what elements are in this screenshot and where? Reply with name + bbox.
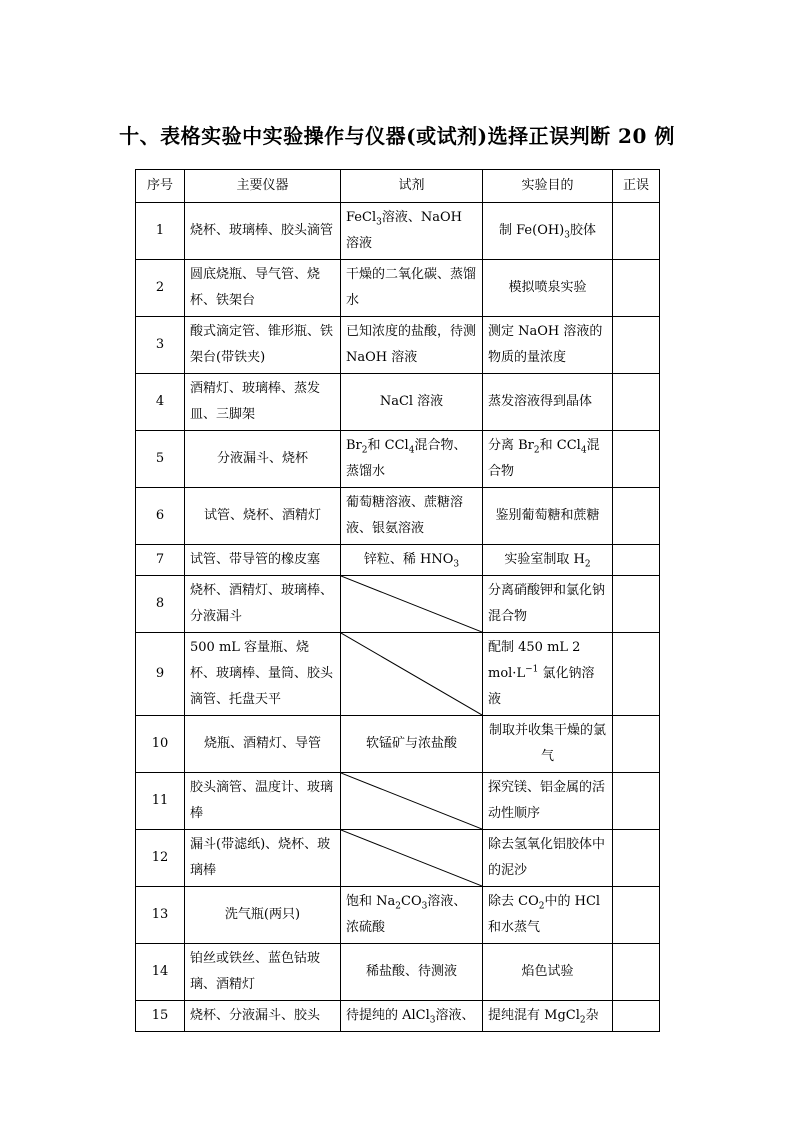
- instruments-cell: 漏斗(带滤纸)、烧杯、玻璃棒: [185, 830, 341, 887]
- instruments-cell: 分液漏斗、烧杯: [185, 431, 341, 488]
- reagents-cell-empty: [341, 773, 483, 830]
- reagents-cell: $Br_2$和 CCl$_4$混合物、蒸馏水: [341, 431, 483, 488]
- instruments-cell: 烧杯、分液漏斗、胶头: [185, 1001, 341, 1032]
- instruments-cell: 500 mL 容量瓶、烧杯、玻璃棒、量筒、胶头滴管、托盘天平: [185, 633, 341, 716]
- reagents-cell: 待提纯的 AlCl$_3$溶液、: [341, 1001, 483, 1032]
- purpose-cell: 分离硝酸钾和氯化钠混合物: [483, 576, 613, 633]
- row-index: 8: [136, 576, 185, 633]
- header-reagents: 试剂: [341, 170, 483, 203]
- reagents-cell: 软锰矿与浓盐酸: [341, 716, 483, 773]
- judgement-cell: [613, 1001, 660, 1032]
- reagents-cell: 锌粒、稀 $HNO_3$: [341, 545, 483, 576]
- table-row: [136, 633, 660, 716]
- table-row: [136, 203, 660, 260]
- instruments-cell: 洗气瓶(两只): [185, 887, 341, 944]
- instruments-cell: 圆底烧瓶、导气管、烧杯、铁架台: [185, 260, 341, 317]
- row-index: 11: [136, 773, 185, 830]
- table-row: [136, 830, 660, 887]
- judgement-cell: [613, 545, 660, 576]
- instruments-cell: 烧杯、酒精灯、玻璃棒、分液漏斗: [185, 576, 341, 633]
- purpose-cell: 制 $Fe(OH)_3$胶体: [483, 203, 613, 260]
- row-index: 12: [136, 830, 185, 887]
- purpose-cell: 配制 450 mL 2 $mol\cdot L^{-1}$ 氯化钠溶液: [483, 633, 613, 716]
- purpose-cell: 分离 $Br_2$和 CCl$_4$混合物: [483, 431, 613, 488]
- purpose-cell: 除去氢氧化铝胶体中的泥沙: [483, 830, 613, 887]
- judgement-cell: [613, 488, 660, 545]
- instruments-cell: 铂丝或铁丝、蓝色钴玻璃、酒精灯: [185, 944, 341, 1001]
- purpose-cell: 模拟喷泉实验: [483, 260, 613, 317]
- instruments-cell: 酸式滴定管、锥形瓶、铁架台(带铁夹): [185, 317, 341, 374]
- judgement-cell: [613, 887, 660, 944]
- header-purpose: 实验目的: [483, 170, 613, 203]
- row-index: 9: [136, 633, 185, 716]
- instruments-cell: 酒精灯、玻璃棒、蒸发皿、三脚架: [185, 374, 341, 431]
- reagents-cell: FeCl$_3$溶液、NaOH 溶液: [341, 203, 483, 260]
- table-row: [136, 488, 660, 545]
- table-row: [136, 773, 660, 830]
- table-row: [136, 317, 660, 374]
- header-index: 序号: [136, 170, 185, 203]
- row-index: 1: [136, 203, 185, 260]
- instruments-cell: 烧瓶、酒精灯、导管: [185, 716, 341, 773]
- purpose-cell: 探究镁、铝金属的活动性顺序: [483, 773, 613, 830]
- judgement-cell: [613, 944, 660, 1001]
- reagents-cell: 葡萄糖溶液、蔗糖溶液、银氨溶液: [341, 488, 483, 545]
- reagents-cell: 已知浓度的盐酸，待测 NaOH 溶液: [341, 317, 483, 374]
- row-index: 5: [136, 431, 185, 488]
- purpose-cell: 制取并收集干燥的氯气: [483, 716, 613, 773]
- header-judgement: 正误: [613, 170, 660, 203]
- table-header-row: [136, 170, 660, 203]
- header-instruments: 主要仪器: [185, 170, 341, 203]
- table-row: [136, 944, 660, 1001]
- reagents-cell-empty: [341, 576, 483, 633]
- instruments-cell: 烧杯、玻璃棒、胶头滴管: [185, 203, 341, 260]
- judgement-cell: [613, 431, 660, 488]
- purpose-cell: 蒸发溶液得到晶体: [483, 374, 613, 431]
- row-index: 3: [136, 317, 185, 374]
- diagonal-slash: [341, 633, 482, 715]
- table-row: [136, 716, 660, 773]
- judgement-cell: [613, 317, 660, 374]
- judgement-cell: [613, 203, 660, 260]
- judgement-cell: [613, 830, 660, 887]
- table-row: [136, 576, 660, 633]
- reagents-cell: 稀盐酸、待测液: [341, 944, 483, 1001]
- reagents-cell-empty: [341, 830, 483, 887]
- purpose-cell: 除去 $CO_2$中的 HCl 和水蒸气: [483, 887, 613, 944]
- purpose-cell: 测定 NaOH 溶液的物质的量浓度: [483, 317, 613, 374]
- purpose-cell: 焰色试验: [483, 944, 613, 1001]
- diagonal-slash: [341, 830, 482, 886]
- experiment-table: [135, 169, 660, 1032]
- row-index: 7: [136, 545, 185, 576]
- page-title: 十、表格实验中实验操作与仪器(或试剂)选择正误判断 20 例: [119, 124, 675, 148]
- judgement-cell: [613, 576, 660, 633]
- instruments-cell: 试管、带导管的橡皮塞: [185, 545, 341, 576]
- judgement-cell: [613, 773, 660, 830]
- row-index: 13: [136, 887, 185, 944]
- purpose-cell: 提纯混有 MgCl$_2$杂: [483, 1001, 613, 1032]
- table-row: [136, 1001, 660, 1032]
- diagonal-slash: [341, 773, 482, 829]
- judgement-cell: [613, 260, 660, 317]
- judgement-cell: [613, 633, 660, 716]
- row-index: 2: [136, 260, 185, 317]
- row-index: 14: [136, 944, 185, 1001]
- row-index: 4: [136, 374, 185, 431]
- table-row: [136, 374, 660, 431]
- table-row: [136, 260, 660, 317]
- judgement-cell: [613, 716, 660, 773]
- reagents-cell: 饱和 $Na_2CO_3$溶液、浓硫酸: [341, 887, 483, 944]
- table-row: [136, 431, 660, 488]
- purpose-cell: 实验室制取 $H_2$: [483, 545, 613, 576]
- row-index: 10: [136, 716, 185, 773]
- reagents-cell: 干燥的二氧化碳、蒸馏水: [341, 260, 483, 317]
- instruments-cell: 试管、烧杯、酒精灯: [185, 488, 341, 545]
- purpose-cell: 鉴别葡萄糖和蔗糖: [483, 488, 613, 545]
- judgement-cell: [613, 374, 660, 431]
- row-index: 15: [136, 1001, 185, 1032]
- row-index: 6: [136, 488, 185, 545]
- reagents-cell-empty: [341, 633, 483, 716]
- diagonal-slash: [341, 576, 482, 632]
- reagents-cell: NaCl 溶液: [341, 374, 483, 431]
- table-row: [136, 545, 660, 576]
- table-row: [136, 887, 660, 944]
- instruments-cell: 胶头滴管、温度计、玻璃棒: [185, 773, 341, 830]
